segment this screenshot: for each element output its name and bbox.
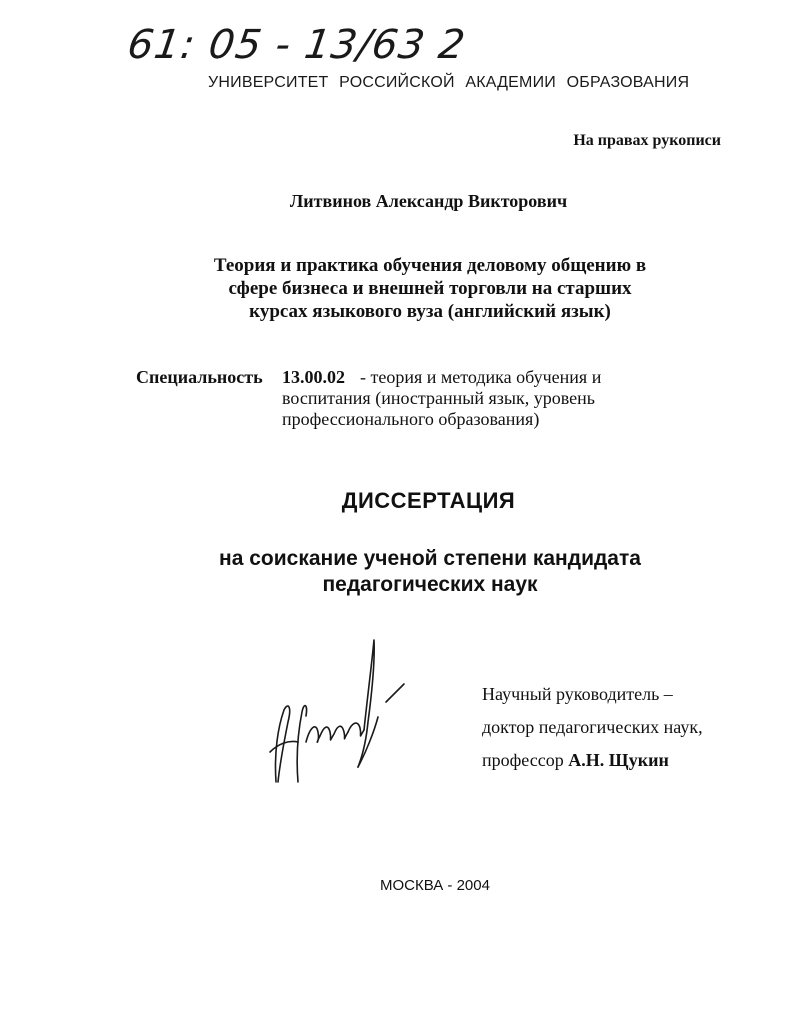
author-name: Литвинов Александр Викторович [289, 191, 568, 211]
degree-line: педагогических наук [322, 573, 538, 596]
title-line: курсах языкового вуза (английский язык) [249, 301, 611, 322]
signature-image [258, 632, 418, 802]
specialty-description [282, 367, 601, 430]
specialty-code: 13.00.02 [282, 367, 345, 387]
university-name: УНИВЕРСИТЕТ РОССИЙСКОЙ АКАДЕМИИ ОБРАЗОВАНИЯ [208, 74, 690, 91]
degree-statement [130, 546, 730, 598]
document-type: ДИССЕРТАЦИЯ [341, 488, 516, 513]
city-year: МОСКВА - 2004 [380, 877, 490, 894]
dissertation-title [120, 254, 740, 323]
advisor-name: А.Н. Щукин [568, 750, 669, 770]
advisor-role: Научный руководитель – [482, 684, 673, 704]
specialty-label: Специальность [136, 367, 263, 387]
rights-note: На правах рукописи [573, 132, 721, 149]
title-line: Теория и практика обучения деловому общению в [213, 255, 647, 276]
specialty-line: профессионального образования) [282, 409, 540, 429]
specialty-line: воспитания (иностранный язык, уровень [282, 388, 595, 408]
advisor-name-line [482, 744, 703, 777]
advisor-title: профессор [482, 750, 564, 770]
specialty-line: - теория и методика обучения и [360, 367, 602, 387]
advisor-degree: доктор педагогических наук, [482, 717, 703, 737]
degree-line: на соискание ученой степени кандидата [219, 547, 641, 570]
title-line: сфере бизнеса и внешней торговли на старших [228, 278, 632, 299]
scientific-advisor [482, 678, 703, 777]
handwritten-archive-code: 61: 05 - 13/63 2 [124, 22, 469, 68]
